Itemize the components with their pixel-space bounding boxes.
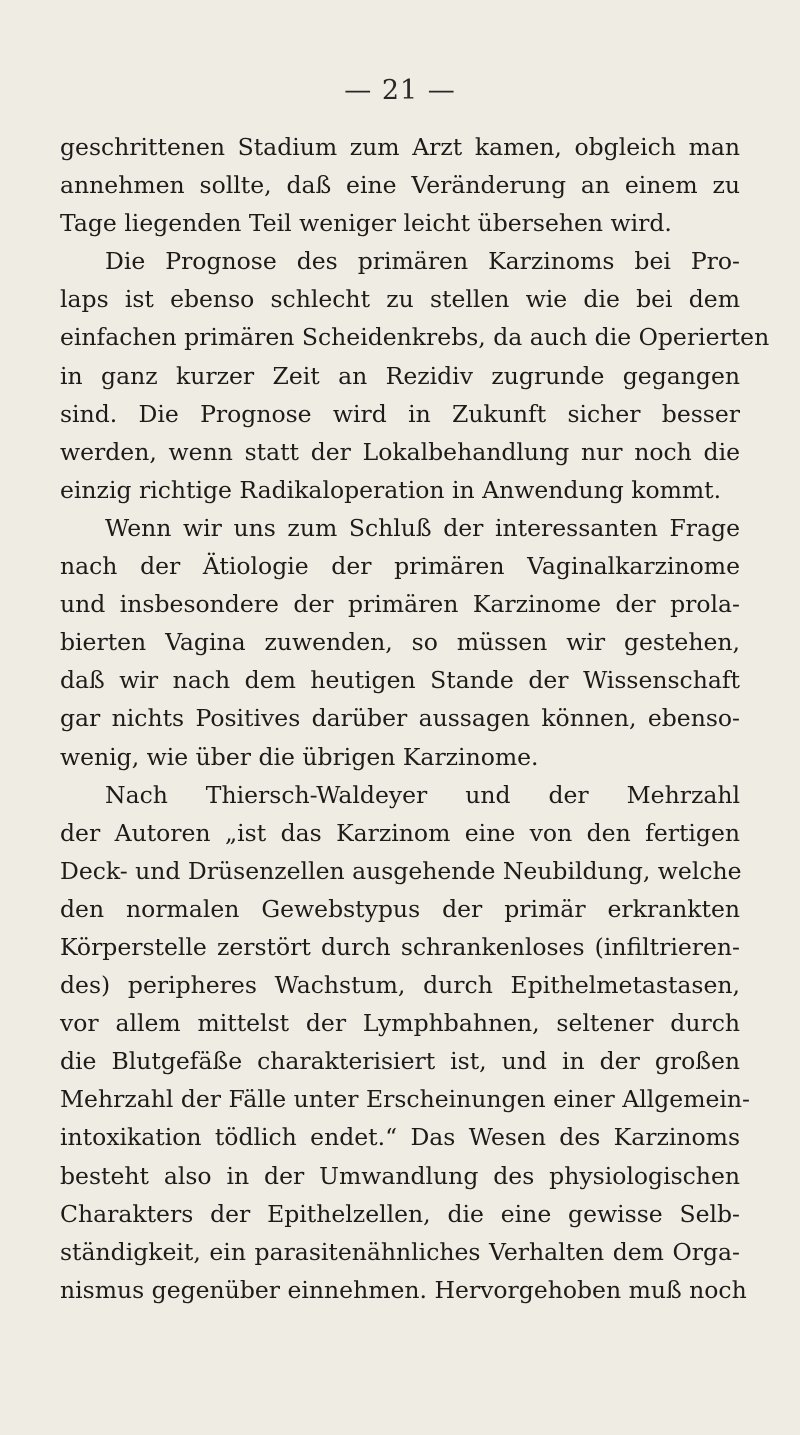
body-text	[60, 128, 770, 1309]
text-line: geschrittenen Stadium zum Arzt kamen, obgleich man	[60, 133, 740, 161]
text-line: besteht also in der Umwandlung des physiologischen	[60, 1161, 740, 1190]
text-line: Nach Thiersch-Waldeyer und der Mehrzahl	[105, 780, 740, 809]
text-line: in ganz kurzer Zeit an Rezidiv zugrunde gegangen	[60, 361, 740, 390]
text-line: die Blutgefäße charakterisiert ist, und in der großen	[60, 1047, 740, 1076]
text-line: Die Prognose des primären Karzinoms bei Pro-	[105, 247, 740, 276]
text-line: sind. Die Prognose wird in Zukunft sicher besser	[60, 399, 740, 428]
text-line: Tage liegenden Teil weniger leicht übersehen wird.	[60, 209, 672, 238]
text-line: und insbesondere der primären Karzinome der prola-	[60, 590, 740, 619]
text-line: den normalen Gewebstypus der primär erkrankten	[60, 894, 740, 923]
text-line: Deck- und Drüsenzellen ausgehende Neubildung, welche	[60, 856, 742, 885]
text-line: des) peripheres Wachstum, durch Epithelmetastasen,	[60, 971, 740, 1000]
text-line: Charakters der Epithelzellen, die eine gewisse Selb-	[60, 1199, 740, 1228]
text-line: nach der Ätiologie der primären Vaginalkarzinome	[60, 552, 740, 581]
text-line: einzig richtige Radikaloperation in Anwendung kommt.	[60, 475, 722, 504]
text-line: Körperstelle zerstört durch schrankenloses (infiltrieren-	[60, 932, 740, 961]
text-line: Wenn wir uns zum Schluß der interessanten Frage	[105, 513, 740, 542]
text-line: wenig, wie über die übrigen Karzinome.	[60, 742, 539, 771]
text-line: nismus gegenüber einnehmen. Hervorgehoben muß noch	[60, 1275, 747, 1304]
page-number: — 21 —	[344, 75, 456, 106]
text-line: Mehrzahl der Fälle unter Erscheinungen einer Allgemein-	[60, 1085, 750, 1114]
text-line: laps ist ebenso schlecht zu stellen wie die bei dem	[60, 285, 740, 314]
text-line: werden, wenn statt der Lokalbehandlung nur noch die	[60, 437, 740, 466]
text-line: ständigkeit, ein parasitenähnliches Verhalten dem Orga-	[60, 1237, 740, 1266]
text-line: vor allem mittelst der Lymphbahnen, seltener durch	[60, 1009, 740, 1038]
text-line: einfachen primären Scheidenkrebs, da auch die Operierten	[60, 323, 770, 352]
text-line: bierten Vagina zuwenden, so müssen wir gestehen,	[60, 628, 740, 657]
text-line: intoxikation tödlich endet.“ Das Wesen des Karzinoms	[60, 1123, 740, 1152]
text-line: annehmen sollte, daß eine Veränderung an einem zu	[60, 171, 740, 200]
text-line: daß wir nach dem heutigen Stande der Wissenschaft	[60, 666, 740, 695]
text-line: der Autoren „ist das Karzinom eine von den fertigen	[60, 818, 740, 847]
text-line: gar nichts Positives darüber aussagen können, ebenso-	[60, 704, 740, 733]
